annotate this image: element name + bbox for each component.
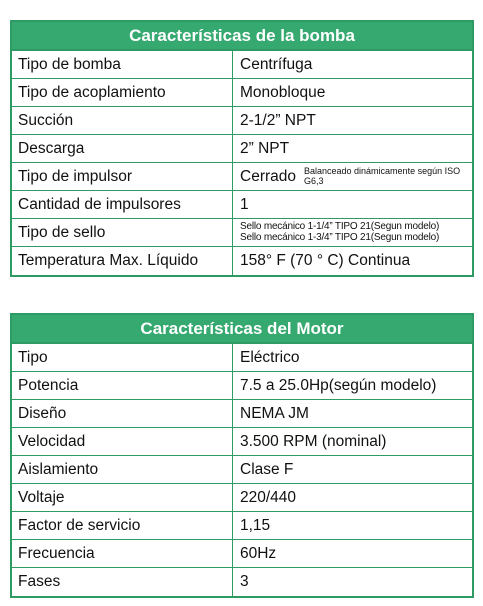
- row-value: NEMA JM: [240, 404, 309, 422]
- row-label: Cantidad de impulsores: [12, 191, 233, 218]
- table-row: [12, 568, 472, 596]
- row-label: Frecuencia: [12, 540, 233, 567]
- row-value: 158° F (70 ° C) Continua: [240, 252, 411, 269]
- row-value: Eléctrico: [240, 348, 300, 366]
- row-label: Fases: [12, 568, 233, 596]
- table-row: [12, 344, 472, 372]
- row-label: Tipo de bomba: [12, 51, 233, 78]
- row-value: 3: [240, 573, 249, 590]
- row-value-two-lines: [233, 219, 472, 246]
- row-value: 7.5 a 25.0Hp(según modelo): [240, 376, 437, 394]
- seal-option-1: Sello mecánico 1-1/4” TIPO 21(Segun modelo): [240, 221, 440, 232]
- table-row: [12, 51, 472, 79]
- balancing-note: Balanceado dinámicamente según ISO G6,3: [304, 166, 461, 186]
- row-value-with-note: [233, 163, 472, 190]
- row-value: 60Hz: [240, 544, 277, 562]
- row-value: 2” NPT: [240, 139, 290, 157]
- table-row: [12, 191, 472, 219]
- row-value: 220/440: [240, 488, 297, 506]
- row-label: Factor de servicio: [12, 512, 233, 539]
- row-value: Monobloque: [240, 83, 326, 101]
- row-label: Temperatura Max. Líquido: [12, 247, 233, 275]
- table-row: [12, 247, 472, 275]
- pump-characteristics-table: [10, 20, 474, 277]
- row-value: 1: [240, 195, 249, 213]
- table-row: [12, 512, 472, 540]
- row-label: Tipo: [12, 344, 233, 371]
- table-row: [12, 428, 472, 456]
- row-label: Tipo de sello: [12, 219, 233, 246]
- table-row: [12, 484, 472, 512]
- table-row: [12, 400, 472, 428]
- row-value: Clase F: [240, 460, 294, 478]
- table-row: [12, 107, 472, 135]
- table-row: [12, 219, 472, 247]
- seal-option-2: Sello mecánico 1-3/4” TIPO 21(Segun modelo): [240, 231, 440, 243]
- row-label: Tipo de acoplamiento: [12, 79, 233, 106]
- row-value: 3.500 RPM (nominal): [240, 432, 387, 450]
- row-label: Potencia: [12, 372, 233, 399]
- table-row: [12, 540, 472, 568]
- impeller-type-value: Cerrado: [240, 167, 296, 185]
- row-label: Aislamiento: [12, 456, 233, 483]
- row-value: 1,15: [240, 516, 271, 534]
- pump-table-title: Características de la bomba: [12, 22, 472, 51]
- row-label: Voltaje: [12, 484, 233, 511]
- row-label: Diseño: [12, 400, 233, 427]
- motor-table-title: Características del Motor: [12, 315, 472, 344]
- row-value: Centrífuga: [240, 55, 313, 73]
- row-label: Succión: [12, 107, 233, 134]
- table-row: [12, 135, 472, 163]
- row-value: 2-1/2” NPT: [240, 111, 316, 129]
- motor-characteristics-table: [10, 313, 474, 598]
- row-label: Tipo de impulsor: [12, 163, 233, 190]
- table-row: [12, 163, 472, 191]
- table-row: [12, 79, 472, 107]
- table-row: [12, 456, 472, 484]
- row-label: Velocidad: [12, 428, 233, 455]
- row-label: Descarga: [12, 135, 233, 162]
- table-row: [12, 372, 472, 400]
